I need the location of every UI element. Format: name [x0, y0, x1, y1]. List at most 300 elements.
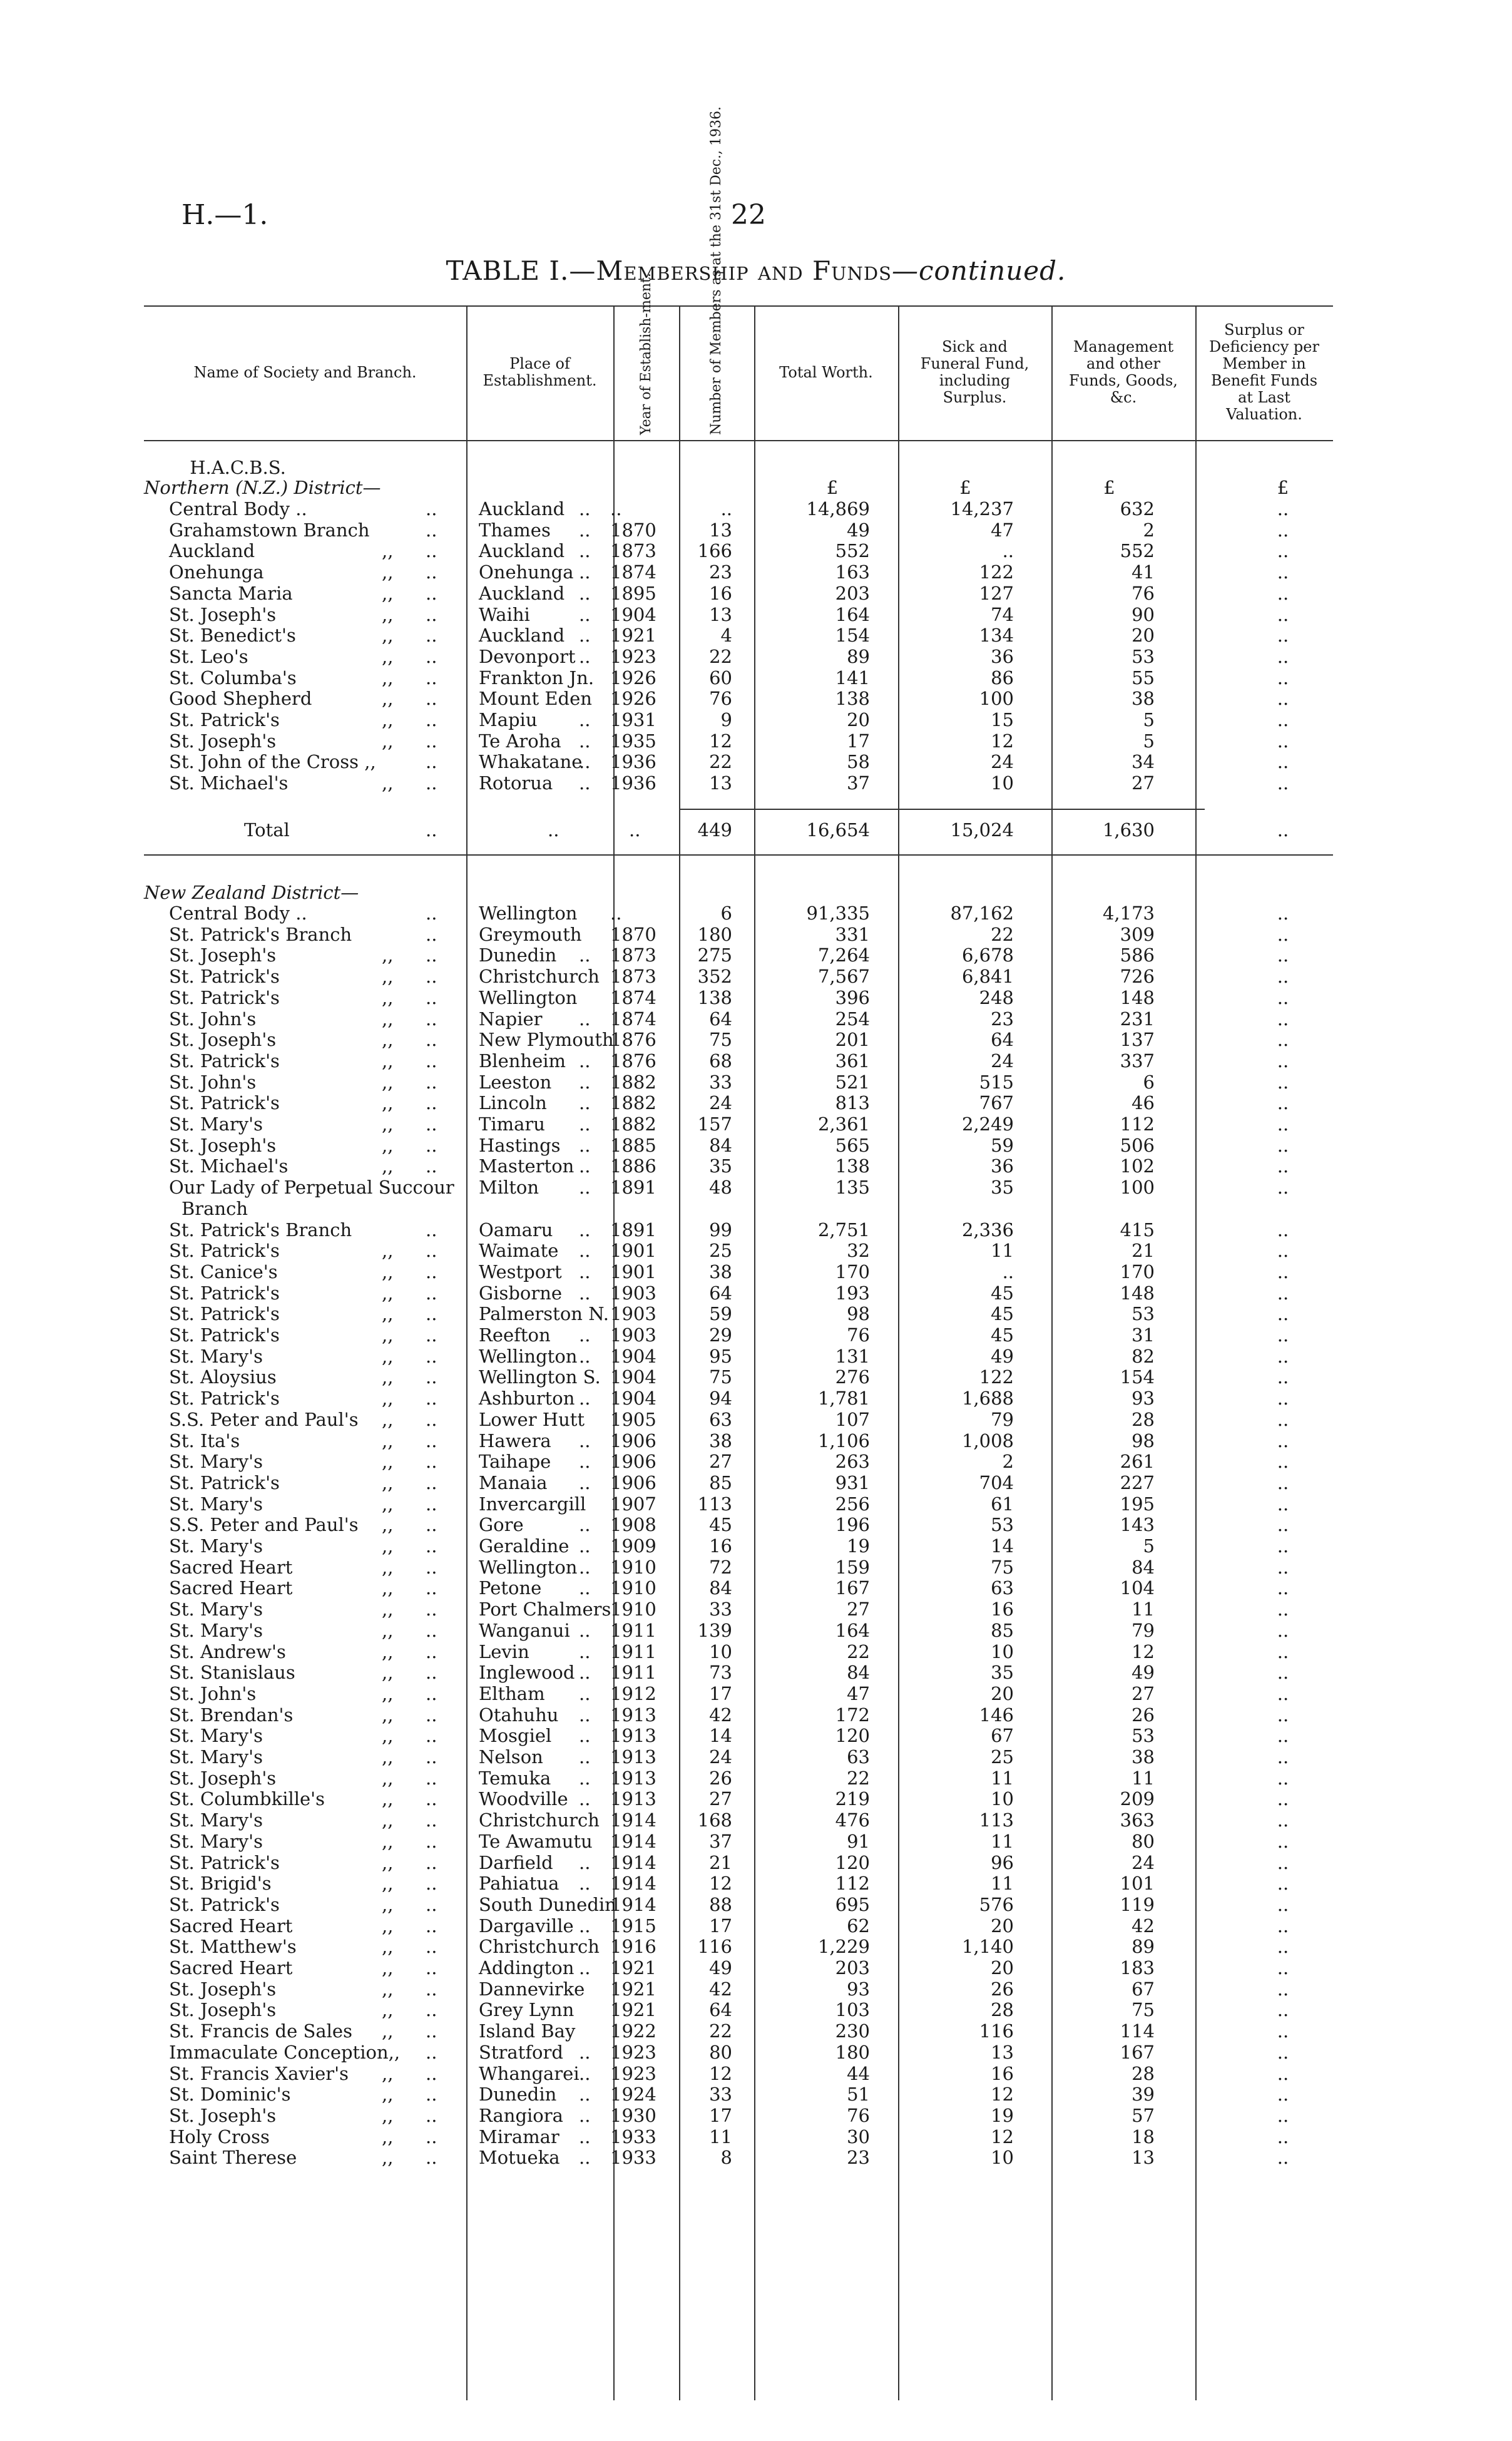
title-main: TABLE I.—: [446, 255, 596, 286]
cell-pd: ..: [579, 1388, 591, 1410]
table-row: [144, 2042, 1333, 2063]
cell-surp: ..: [1277, 2041, 1289, 2063]
cell-ditto: ,,: [382, 1092, 394, 1114]
cell-tw: 17: [847, 730, 870, 752]
cell-name: Sancta Maria: [169, 582, 293, 604]
cell-pd: ..: [579, 2041, 591, 2063]
cell-name: S.S. Peter and Paul's: [169, 1514, 359, 1536]
cell-mem: 42: [709, 1704, 732, 1726]
cell-name: St. Joseph's: [169, 1767, 277, 1789]
cell-year: 1913: [610, 1746, 656, 1768]
cell-mgmt: 53: [1131, 645, 1155, 667]
cell-ditto: ,,: [382, 1873, 394, 1895]
cell-mem: 22: [709, 751, 732, 773]
cell-pd: ..: [579, 1514, 591, 1536]
cell-mgmt: 53: [1131, 1303, 1155, 1325]
table-row: [144, 520, 1333, 541]
table-row: [144, 1958, 1333, 1978]
cell-mem: 59: [709, 1303, 732, 1325]
cell-pd: ..: [579, 1282, 591, 1304]
cell-dots: ..: [426, 2147, 437, 2169]
cell-dots: ..: [426, 688, 437, 710]
cell-mgmt: 84: [1131, 1556, 1155, 1578]
cell-mem: 116: [697, 1936, 732, 1958]
cell-dots: ..: [426, 1704, 437, 1726]
cell-year: 1906: [610, 1430, 656, 1451]
cell-dots: ..: [426, 645, 437, 667]
cell-mem: 21: [709, 1851, 732, 1873]
cell-tw: 27: [847, 1599, 870, 1620]
cell-mem: ..: [720, 498, 732, 519]
cell-surp: ..: [1277, 751, 1289, 773]
table-row: [144, 1072, 1333, 1093]
cell-sick: 20: [991, 1682, 1014, 1704]
cell-sick: 96: [991, 1851, 1014, 1873]
cell-ditto: ,,: [382, 2147, 394, 2169]
cell-ditto: ,,: [382, 1471, 394, 1493]
cell-place: Miramar: [479, 2126, 559, 2147]
cell-name: St. Matthew's: [169, 1936, 297, 1958]
table-row: [144, 1515, 1333, 1535]
cell-mem: 76: [709, 688, 732, 710]
cell-year: 1914: [610, 1893, 656, 1915]
cell-tw: 84: [847, 1662, 870, 1684]
cell-mgmt: 49: [1131, 1662, 1155, 1684]
cell-sick: 36: [991, 1155, 1014, 1177]
cell-mgmt: 75: [1131, 1999, 1155, 2021]
table-row: [144, 1726, 1333, 1746]
header-management: Management and other Funds, Goods, &c.: [1069, 338, 1178, 406]
cell-dots: ..: [426, 603, 437, 625]
cell-sick: 19: [991, 2104, 1014, 2126]
table-row: [144, 1916, 1333, 1937]
cell-name: Grahamstown Branch: [169, 519, 370, 541]
cell-tw: 37: [847, 772, 870, 794]
cell-dots: ..: [426, 1619, 437, 1641]
cell-place: Thames: [479, 519, 551, 541]
cell-place: Christchurch: [479, 1936, 600, 1958]
cell-dots: ..: [426, 1746, 437, 1768]
cell-ditto: ,,: [382, 1999, 394, 2021]
cell-tw: 98: [847, 1303, 870, 1325]
cell-tw: 695: [835, 1893, 870, 1915]
cell-place: Dannevirke: [479, 1978, 585, 2000]
cell-year: 1936: [610, 772, 656, 794]
cell-mem: 64: [709, 1999, 732, 2021]
cell-dots: ..: [426, 625, 437, 647]
cell-surp: ..: [1277, 1430, 1289, 1451]
cell-place: Christchurch: [479, 966, 600, 988]
cell-dots: ..: [426, 2020, 437, 2042]
cell-surp: ..: [1277, 1514, 1289, 1536]
cell-mem: 95: [709, 1345, 732, 1367]
cell-year: 1930: [610, 2104, 656, 2126]
cell-ditto: ,,: [382, 1029, 394, 1051]
table-row: [144, 1620, 1333, 1641]
cell-dots: ..: [426, 966, 437, 988]
cell-dots: ..: [426, 1535, 437, 1557]
cell-year: 1926: [610, 688, 656, 710]
cell-year: 1882: [610, 1071, 656, 1093]
cell-place: Reefton: [479, 1324, 551, 1346]
cell-ditto: ,,: [382, 667, 394, 688]
cell-mem: 88: [709, 1893, 732, 1915]
cell-mgmt: 76: [1131, 582, 1155, 604]
table-row: [144, 966, 1333, 987]
cell-pd: ..: [579, 1430, 591, 1451]
cell-mem: 13: [709, 603, 732, 625]
cell-year: 1882: [610, 1113, 656, 1135]
table-row: [144, 1304, 1333, 1324]
cell-name: St. Joseph's: [169, 1134, 277, 1156]
cell-year: 1873: [610, 540, 656, 562]
total-mgmt: 1,630: [1102, 819, 1155, 841]
cell-year: 1913: [610, 1767, 656, 1789]
cell-surp: ..: [1277, 1071, 1289, 1093]
cell-dots: ..: [426, 923, 437, 945]
cell-ditto: ,,: [382, 1851, 394, 1873]
table-row: [144, 1705, 1333, 1726]
cell-tw: 49: [847, 519, 870, 541]
cell-mgmt: 20: [1131, 625, 1155, 647]
cell-place: Motueka: [479, 2147, 560, 2169]
cell-dots: ..: [426, 944, 437, 966]
header-place: Place of Establishment.: [483, 355, 597, 389]
cell-tw: 1,106: [817, 1430, 870, 1451]
cell-tw: 196: [835, 1514, 870, 1536]
cell-mgmt: 4,173: [1102, 903, 1155, 924]
cell-mgmt: 154: [1120, 1366, 1155, 1388]
cell-name: St. Mary's: [169, 1619, 263, 1641]
cell-place: Ashburton: [479, 1388, 575, 1410]
northern-heading: Northern (N.Z.) District—: [144, 477, 381, 498]
cell-sick: 146: [979, 1704, 1014, 1726]
cell-ditto: ,,: [382, 603, 394, 625]
cell-mem: 11: [709, 2126, 732, 2147]
cell-tw: 23: [847, 2147, 870, 2169]
cell-place: Auckland: [479, 540, 565, 562]
table-row: [144, 1578, 1333, 1599]
cell-ditto: ,,: [382, 1388, 394, 1410]
cell-mgmt: 26: [1131, 1704, 1155, 1726]
cell-sick: 127: [979, 582, 1014, 604]
table-row: [144, 2064, 1333, 2084]
cell-name: Holy Cross: [169, 2126, 270, 2147]
cell-mem: 49: [709, 1957, 732, 1978]
cell-surp: ..: [1277, 1746, 1289, 1768]
table-row: [144, 924, 1333, 945]
cell-ditto: ,,: [382, 2062, 394, 2084]
cell-surp: ..: [1277, 1830, 1289, 1852]
cell-mgmt: 27: [1131, 1682, 1155, 1704]
cell-year: 1921: [610, 625, 656, 647]
cell-dots: ..: [426, 1261, 437, 1282]
cell-sick: 63: [991, 1577, 1014, 1599]
cell-sick: 74: [991, 603, 1014, 625]
cell-mem: 68: [709, 1050, 732, 1072]
title-smallcaps: Membership and Funds: [596, 255, 892, 286]
table-row: [144, 1831, 1333, 1852]
cell-mgmt: 67: [1131, 1978, 1155, 2000]
cell-tw: 230: [835, 2020, 870, 2042]
cell-surp: ..: [1277, 986, 1289, 1008]
cell-pd: ..: [579, 582, 591, 604]
cell-year: 1874: [610, 561, 656, 583]
cell-sick: 45: [991, 1324, 1014, 1346]
cell-dots: ..: [426, 1029, 437, 1051]
cell-ditto: ,,: [382, 1746, 394, 1768]
cell-dots: ..: [426, 1682, 437, 1704]
cell-name: St. Patrick's: [169, 1324, 280, 1346]
cell-dots: ..: [426, 1936, 437, 1958]
cell-surp: ..: [1277, 1345, 1289, 1367]
cell-dots: ..: [426, 519, 437, 541]
cell-place: Te Awamutu: [479, 1830, 593, 1852]
cell-mem: 84: [709, 1577, 732, 1599]
cell-tw: 154: [835, 625, 870, 647]
cell-tw: 131: [835, 1345, 870, 1367]
cell-place: Auckland: [479, 625, 565, 647]
cell-place: Hastings: [479, 1134, 561, 1156]
cell-pd: ..: [579, 561, 591, 583]
cell-pd: ..: [579, 1008, 591, 1030]
cell-dots: ..: [426, 2062, 437, 2084]
cell-name: Onehunga: [169, 561, 264, 583]
cell-sick: 24: [991, 751, 1014, 773]
cell-sick: 2: [1002, 1451, 1014, 1473]
table-row: [144, 625, 1333, 646]
cell-surp: ..: [1277, 1050, 1289, 1072]
cell-mgmt: 18: [1131, 2126, 1155, 2147]
cell-place: Levin: [479, 1640, 529, 1662]
cell-sick: 53: [991, 1514, 1014, 1536]
cell-year: 1910: [610, 1599, 656, 1620]
cell-mgmt: 24: [1131, 1851, 1155, 1873]
cell-mgmt: 209: [1120, 1788, 1155, 1810]
cell-sick: 86: [991, 667, 1014, 688]
cell-mem: 8: [720, 2147, 732, 2169]
cell-sick: 45: [991, 1303, 1014, 1325]
cell-place: Westport: [479, 1261, 562, 1282]
cell-mem: 25: [709, 1240, 732, 1262]
cell-surp: ..: [1277, 772, 1289, 794]
cell-sick: 85: [991, 1619, 1014, 1641]
cell-mgmt: 98: [1131, 1430, 1155, 1451]
cell-surp: ..: [1277, 1008, 1289, 1030]
cell-surp: ..: [1277, 1662, 1289, 1684]
cell-pd: ..: [579, 709, 591, 730]
cell-mgmt: 12: [1131, 1640, 1155, 1662]
cell-name: St. Patrick's: [169, 966, 280, 988]
cell-mgmt: 114: [1120, 2020, 1155, 2042]
cell-pd: ..: [579, 1177, 591, 1199]
cell-surp: ..: [1277, 1282, 1289, 1304]
table-row: [144, 773, 1333, 794]
cell-mgmt: 38: [1131, 688, 1155, 710]
cell-place: Port Chalmers: [479, 1599, 611, 1620]
cell-name: St. Dominic's: [169, 2084, 291, 2106]
cell-name: St. Joseph's: [169, 603, 277, 625]
cell-surp: ..: [1277, 1599, 1289, 1620]
cell-tw: 2,361: [817, 1113, 870, 1135]
cell-sick: 15: [991, 709, 1014, 730]
cell-surp: ..: [1277, 540, 1289, 562]
cell-year: 1906: [610, 1451, 656, 1473]
cell-place: Oamaru: [479, 1219, 553, 1241]
cell-dots: ..: [426, 730, 437, 752]
cell-year: 1933: [610, 2126, 656, 2147]
cell-mem: 33: [709, 1599, 732, 1620]
cell-pd: ..: [579, 1725, 591, 1747]
cell-surp: ..: [1277, 2147, 1289, 2169]
table-row: [144, 1747, 1333, 1768]
cell-sick: 36: [991, 645, 1014, 667]
cell-place: Nelson: [479, 1746, 543, 1768]
table-row: [144, 1051, 1333, 1072]
table-row: [144, 752, 1333, 772]
cell-pd: ..: [579, 1915, 591, 1937]
header-sick-fund: Sick and Funeral Fund, including Surplus.: [920, 338, 1029, 406]
cell-mem: 35: [709, 1155, 732, 1177]
cell-place: Frankton Jn.: [479, 667, 595, 688]
cell-surp: ..: [1277, 1936, 1289, 1958]
cell-mem: 27: [709, 1788, 732, 1810]
cell-mgmt: 11: [1131, 1767, 1155, 1789]
cell-year: 1876: [610, 1029, 656, 1051]
cell-mgmt: 5: [1143, 730, 1155, 752]
table-row: [144, 1431, 1333, 1451]
cell-year: 1935: [610, 730, 656, 752]
cell-mgmt: 53: [1131, 1725, 1155, 1747]
cell-sick: 67: [991, 1725, 1014, 1747]
cell-place: Whangarei: [479, 2062, 580, 2084]
cell-name: St. Patrick's: [169, 1851, 280, 1873]
cell-pd: ..: [579, 1050, 591, 1072]
cell-place: Wellington: [479, 1556, 578, 1578]
cell-surp: ..: [1277, 1535, 1289, 1557]
cell-ditto: ,,: [382, 688, 394, 710]
cell-mem: 16: [709, 582, 732, 604]
cell-dots: ..: [426, 903, 437, 924]
cell-surp: ..: [1277, 709, 1289, 730]
cell-surp: ..: [1277, 1155, 1289, 1177]
cell-mgmt: 90: [1131, 603, 1155, 625]
currency-total: £: [826, 477, 839, 498]
cell-tw: 170: [835, 1261, 870, 1282]
cell-ditto: ,,: [382, 1788, 394, 1810]
cell-ditto: ,,: [382, 1050, 394, 1072]
cell-ditto: ,,: [382, 625, 394, 647]
cell-ditto: ,,: [382, 772, 394, 794]
cell-sick: 1,688: [961, 1388, 1014, 1410]
cell-sick: 59: [991, 1134, 1014, 1156]
cell-place: New Plymouth: [479, 1029, 614, 1051]
cell-pd: ..: [579, 2084, 591, 2106]
cell-mem: 38: [709, 1261, 732, 1282]
cell-sick: 767: [979, 1092, 1014, 1114]
cell-year: 1910: [610, 1577, 656, 1599]
cell-year: 1874: [610, 986, 656, 1008]
table-row: [144, 1684, 1333, 1704]
cell-mgmt: 28: [1131, 2062, 1155, 2084]
cell-mem: 12: [709, 1873, 732, 1895]
cell-ditto: ,,: [382, 1324, 394, 1346]
cell-tw: 1,781: [817, 1388, 870, 1410]
cell-sick: 122: [979, 1366, 1014, 1388]
cell-place: Woodville: [479, 1788, 568, 1810]
cell-pd: ..: [579, 1767, 591, 1789]
cell-name: St. Patrick's: [169, 1050, 280, 1072]
cell-mem: 16: [709, 1535, 732, 1557]
cell-ditto: ,,: [382, 1008, 394, 1030]
cell-sick: 12: [991, 2126, 1014, 2147]
cell-pd: ..: [579, 645, 591, 667]
page-reference: H.—1.: [181, 199, 268, 231]
cell-name: Sacred Heart: [169, 1957, 293, 1978]
cell-surp: ..: [1277, 730, 1289, 752]
cell-mgmt: 415: [1120, 1219, 1155, 1241]
table-row: [144, 1325, 1333, 1346]
cell-year: 1874: [610, 1008, 656, 1030]
table-row: [144, 1241, 1333, 1261]
cell-tw: 63: [847, 1746, 870, 1768]
cell-sick: 2,249: [961, 1113, 1014, 1135]
cell-pd: ..: [579, 1345, 591, 1367]
cell-ditto: ,,: [382, 1704, 394, 1726]
cell-mgmt: 506: [1120, 1134, 1155, 1156]
table-row: [144, 2084, 1333, 2105]
cell-year: 1922: [610, 2020, 656, 2042]
header-total-worth: Total Worth.: [779, 363, 873, 381]
cell-name: St. Michael's: [169, 1155, 289, 1177]
cell-surp: ..: [1277, 1767, 1289, 1789]
cell-year: 1921: [610, 1957, 656, 1978]
cell-tw: 138: [835, 1155, 870, 1177]
cell-sick: 14: [991, 1535, 1014, 1557]
header-members: Number of Members as at the 31st Dec., 1936.: [708, 106, 724, 435]
cell-mem: 26: [709, 1767, 732, 1789]
cell-dots: ..: [426, 1999, 437, 2021]
cell-surp: ..: [1277, 1324, 1289, 1346]
cell-mgmt: 586: [1120, 944, 1155, 966]
cell-sick: 23: [991, 1008, 1014, 1030]
cell-mgmt: 143: [1120, 1514, 1155, 1536]
cell-tw: 1,229: [817, 1936, 870, 1958]
cell-mem: 27: [709, 1451, 732, 1473]
cell-mem: 29: [709, 1324, 732, 1346]
cell-mem: 45: [709, 1514, 732, 1536]
cell-mem: 13: [709, 519, 732, 541]
cell-ditto: ,,: [382, 645, 394, 667]
table-row: [144, 1410, 1333, 1430]
table-row: [144, 1093, 1333, 1113]
table-row: [144, 2127, 1333, 2147]
table-row: [144, 710, 1333, 730]
cell-sick: 1,008: [961, 1430, 1014, 1451]
cell-tw: 120: [835, 1725, 870, 1747]
cell-name: St. Joseph's: [169, 730, 277, 752]
cell-dots: ..: [426, 1830, 437, 1852]
cell-name: St. Ita's: [169, 1430, 240, 1451]
cell-place: Inglewood: [479, 1662, 575, 1684]
cell-year: 1913: [610, 1725, 656, 1747]
cell-dots: ..: [426, 1324, 437, 1346]
table-row: [144, 903, 1333, 924]
table-row: [144, 1220, 1333, 1241]
cell-sick: 28: [991, 1999, 1014, 2021]
cell-sick: 20: [991, 1957, 1014, 1978]
cell-tw: 22: [847, 1640, 870, 1662]
